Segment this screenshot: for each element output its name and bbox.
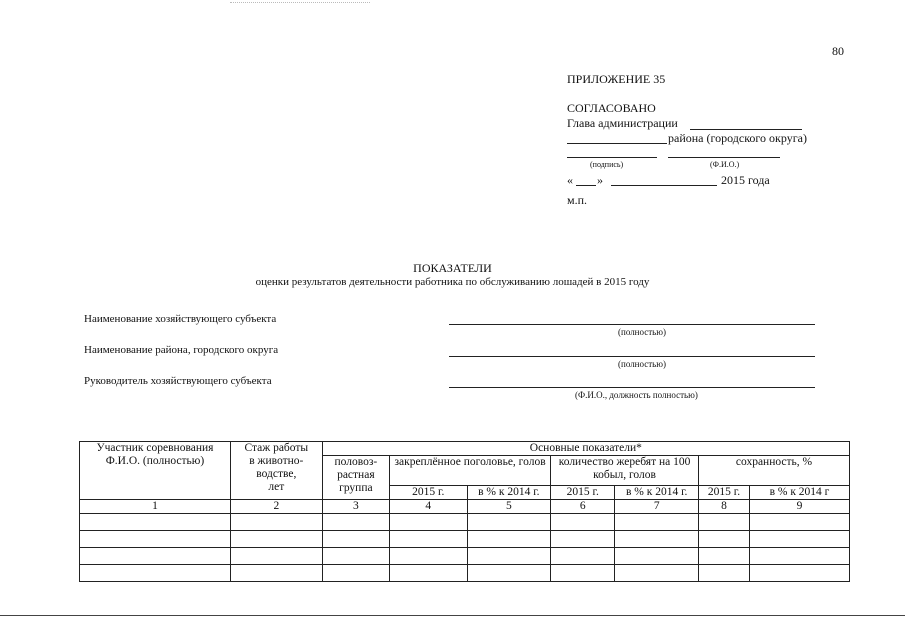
table-cell[interactable]: [390, 531, 468, 548]
date-month-line[interactable]: [611, 185, 717, 186]
seal-label: м.п.: [567, 193, 588, 207]
column-number: 6: [551, 500, 615, 514]
table-cell[interactable]: [749, 565, 849, 582]
table-row: [80, 531, 850, 548]
column-number: 8: [699, 500, 750, 514]
table-cell[interactable]: [230, 565, 322, 582]
field-line-head[interactable]: [449, 387, 815, 388]
head-admin-label: Глава администрации: [567, 116, 678, 130]
header-sex-age-group: [322, 456, 389, 500]
table-cell[interactable]: [322, 514, 389, 531]
header-experience-line: водстве,: [256, 468, 297, 480]
header-sex-age-line: половоз-: [334, 456, 378, 468]
fio-line[interactable]: [668, 157, 780, 158]
header-sex-age-line: растная: [337, 469, 375, 481]
table-cell[interactable]: [322, 531, 389, 548]
table-cell[interactable]: [615, 531, 699, 548]
fio-caption: (Ф.И.О.): [710, 160, 740, 169]
appendix-label: ПРИЛОЖЕНИЕ 35: [567, 72, 666, 86]
table-cell[interactable]: [615, 514, 699, 531]
scan-artifact: [230, 2, 370, 5]
column-number: 2: [230, 500, 322, 514]
column-number: 1: [80, 500, 231, 514]
subheader-year: 2015 г.: [390, 486, 468, 500]
indicators-table: [79, 441, 850, 582]
table-cell[interactable]: [230, 548, 322, 565]
table-cell[interactable]: [551, 531, 615, 548]
document-title: ПОКАЗАТЕЛИ: [413, 261, 492, 275]
table-cell[interactable]: [230, 531, 322, 548]
table-cell[interactable]: [699, 548, 750, 565]
table-cell[interactable]: [322, 565, 389, 582]
header-safety: сохранность, %: [699, 456, 850, 486]
column-number: 4: [390, 500, 468, 514]
field-line-district[interactable]: [449, 356, 815, 357]
header-main-indicators: Основные показатели*: [322, 442, 849, 456]
subheader-year: 2015 г.: [699, 486, 750, 500]
table-cell[interactable]: [322, 548, 389, 565]
table-cell[interactable]: [615, 565, 699, 582]
field-caption-head: (Ф.И.О., должность полностью): [575, 390, 698, 400]
table-cell[interactable]: [749, 531, 849, 548]
date-open-quote: «: [567, 173, 573, 187]
subheader-year: 2015 г.: [551, 486, 615, 500]
blank-rows: [80, 514, 850, 582]
column-number: 3: [322, 500, 389, 514]
subheader-percent: в % к 2014 г.: [615, 486, 699, 500]
district-name-line[interactable]: [567, 143, 667, 144]
subheader-percent: в % к 2014 г: [749, 486, 849, 500]
date-close-quote: »: [597, 173, 603, 187]
table-cell[interactable]: [80, 531, 231, 548]
table-cell[interactable]: [390, 514, 468, 531]
column-number: 5: [467, 500, 551, 514]
table-cell[interactable]: [699, 531, 750, 548]
table-cell[interactable]: [551, 548, 615, 565]
header-sex-age-line: группа: [339, 482, 373, 494]
subheader-percent: в % к 2014 г.: [467, 486, 551, 500]
date-day-line[interactable]: [576, 185, 596, 186]
table-cell[interactable]: [749, 514, 849, 531]
agreed-label: СОГЛАСОВАНО: [567, 101, 656, 115]
table-cell[interactable]: [80, 514, 231, 531]
table-cell[interactable]: [230, 514, 322, 531]
district-suffix: района (городского округа): [668, 131, 807, 145]
header-experience-line: лет: [268, 481, 285, 493]
table-cell[interactable]: [699, 514, 750, 531]
table-row: [80, 514, 850, 531]
field-caption-entity: (полностью): [618, 327, 666, 337]
header-participant: Участник соревнования Ф.И.О. (полностью): [80, 442, 231, 500]
table-row: [80, 565, 850, 582]
signature-line[interactable]: [567, 157, 657, 158]
header-experience-line: Стаж работы: [244, 442, 309, 454]
page-bottom-edge: [0, 615, 905, 616]
table-cell[interactable]: [467, 548, 551, 565]
table-cell[interactable]: [699, 565, 750, 582]
table-cell[interactable]: [467, 514, 551, 531]
table-row: [80, 548, 850, 565]
field-label-district: Наименование района, городского округа: [84, 344, 279, 356]
head-name-line[interactable]: [690, 129, 802, 130]
table-cell[interactable]: [80, 565, 231, 582]
table-cell[interactable]: [615, 548, 699, 565]
table-cell[interactable]: [80, 548, 231, 565]
field-label-head: Руководитель хозяйствующего субъекта: [84, 375, 272, 387]
header-experience-line: в животно-: [249, 455, 304, 467]
header-livestock: закреплённое поголовье, голов: [390, 456, 551, 486]
document-subtitle: оценки результатов деятельности работника по обслуживанию лошадей в 2015 году: [255, 276, 650, 288]
header-experience: [230, 442, 322, 500]
table-cell[interactable]: [749, 548, 849, 565]
table-cell[interactable]: [467, 531, 551, 548]
field-caption-district: (полностью): [618, 359, 666, 369]
date-year-text: 2015 года: [721, 173, 770, 187]
header-foals: количество жеребят на 100 кобыл, голов: [551, 456, 699, 486]
table-cell[interactable]: [390, 548, 468, 565]
column-number: 9: [749, 500, 849, 514]
column-number: 7: [615, 500, 699, 514]
page-number: 80: [832, 44, 844, 58]
table-cell[interactable]: [467, 565, 551, 582]
table-cell[interactable]: [551, 514, 615, 531]
column-number-row: [80, 500, 850, 514]
table-cell[interactable]: [390, 565, 468, 582]
signature-caption: (подпись): [590, 160, 624, 169]
field-label-entity: Наименование хозяйствующего субъекта: [84, 313, 277, 325]
table-cell[interactable]: [551, 565, 615, 582]
field-line-entity[interactable]: [449, 324, 815, 325]
